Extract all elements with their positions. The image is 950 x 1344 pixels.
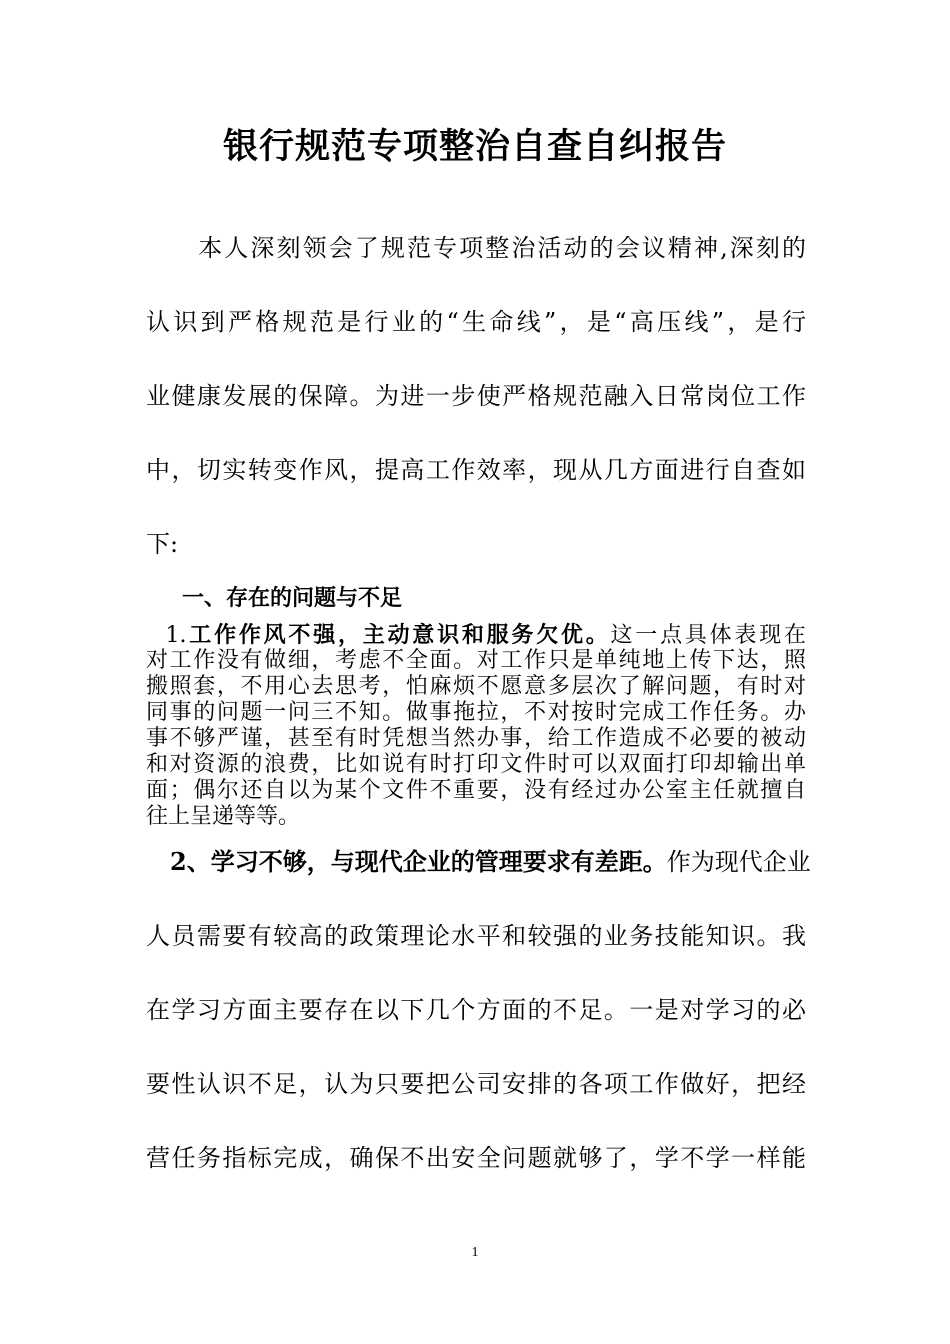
- item1-lead-text: 这一点具体表现在: [610, 623, 806, 648]
- item1-line: 面；偶尔还自以为某个文件不重要，没有经过办公室主任就擅自: [146, 778, 806, 803]
- item1-line: 和对资源的浪费，比如说有时打印文件时可以双面打印却输出单: [146, 752, 806, 777]
- page-number: 1: [471, 1245, 479, 1260]
- intro-line: 中，切实转变作风，提高工作效率，现从几方面进行自查如: [146, 456, 806, 484]
- intro-line: 本人深刻领会了规范专项整治活动的会议精神,深刻的: [146, 234, 806, 262]
- item1-line: 搬照套，不用心去思考，怕麻烦不愿意多层次了解问题，有时对: [146, 674, 806, 699]
- item1-lead-line: [146, 622, 806, 648]
- item2-line: 人员需要有较高的政策理论水平和较强的业务技能知识。我: [146, 922, 806, 950]
- item2-paragraph: [146, 846, 811, 1216]
- item1-line: 事不够严谨，甚至有时凭想当然办事，给工作造成不必要的被动: [146, 726, 806, 751]
- item2-lead-line: [146, 846, 811, 920]
- item1-line: 对工作没有做细，考虑不全面。对工作只是单纯地上传下达，照: [146, 648, 806, 673]
- item1-line: 往上呈递等等。: [146, 804, 301, 829]
- item2-line: 在学习方面主要存在以下几个方面的不足。一是对学习的必: [146, 996, 806, 1024]
- intro-line: 下:: [146, 530, 179, 558]
- section-heading: 一、存在的问题与不足: [182, 585, 403, 611]
- intro-line: 认识到严格规范是行业的“生命线”，是“高压线”，是行: [146, 308, 806, 336]
- item1-paragraph: [146, 622, 806, 830]
- item1-heading: 工作作风不强，主动意识和服务欠优。: [186, 622, 611, 648]
- item1-number: 1.: [146, 623, 187, 648]
- item2-line: 营任务指标完成，确保不出安全问题就够了，学不学一样能: [146, 1144, 806, 1172]
- intro-line: 业健康发展的保障。为进一步使严格规范融入日常岗位工作: [146, 382, 806, 410]
- item2-heading: 2、学习不够，与现代企业的管理要求有差距。: [146, 847, 667, 876]
- item2-line: 要性认识不足，认为只要把公司安排的各项工作做好，把经: [146, 1070, 806, 1098]
- item2-lead-text: 作为现代企业: [666, 848, 811, 876]
- intro-paragraph: [146, 232, 806, 602]
- document-title: 银行规范专项整治自查自纠报告: [222, 126, 727, 167]
- item1-line: 同事的问题一问三不知。做事拖拉，不对按时完成工作任务。办: [146, 700, 806, 725]
